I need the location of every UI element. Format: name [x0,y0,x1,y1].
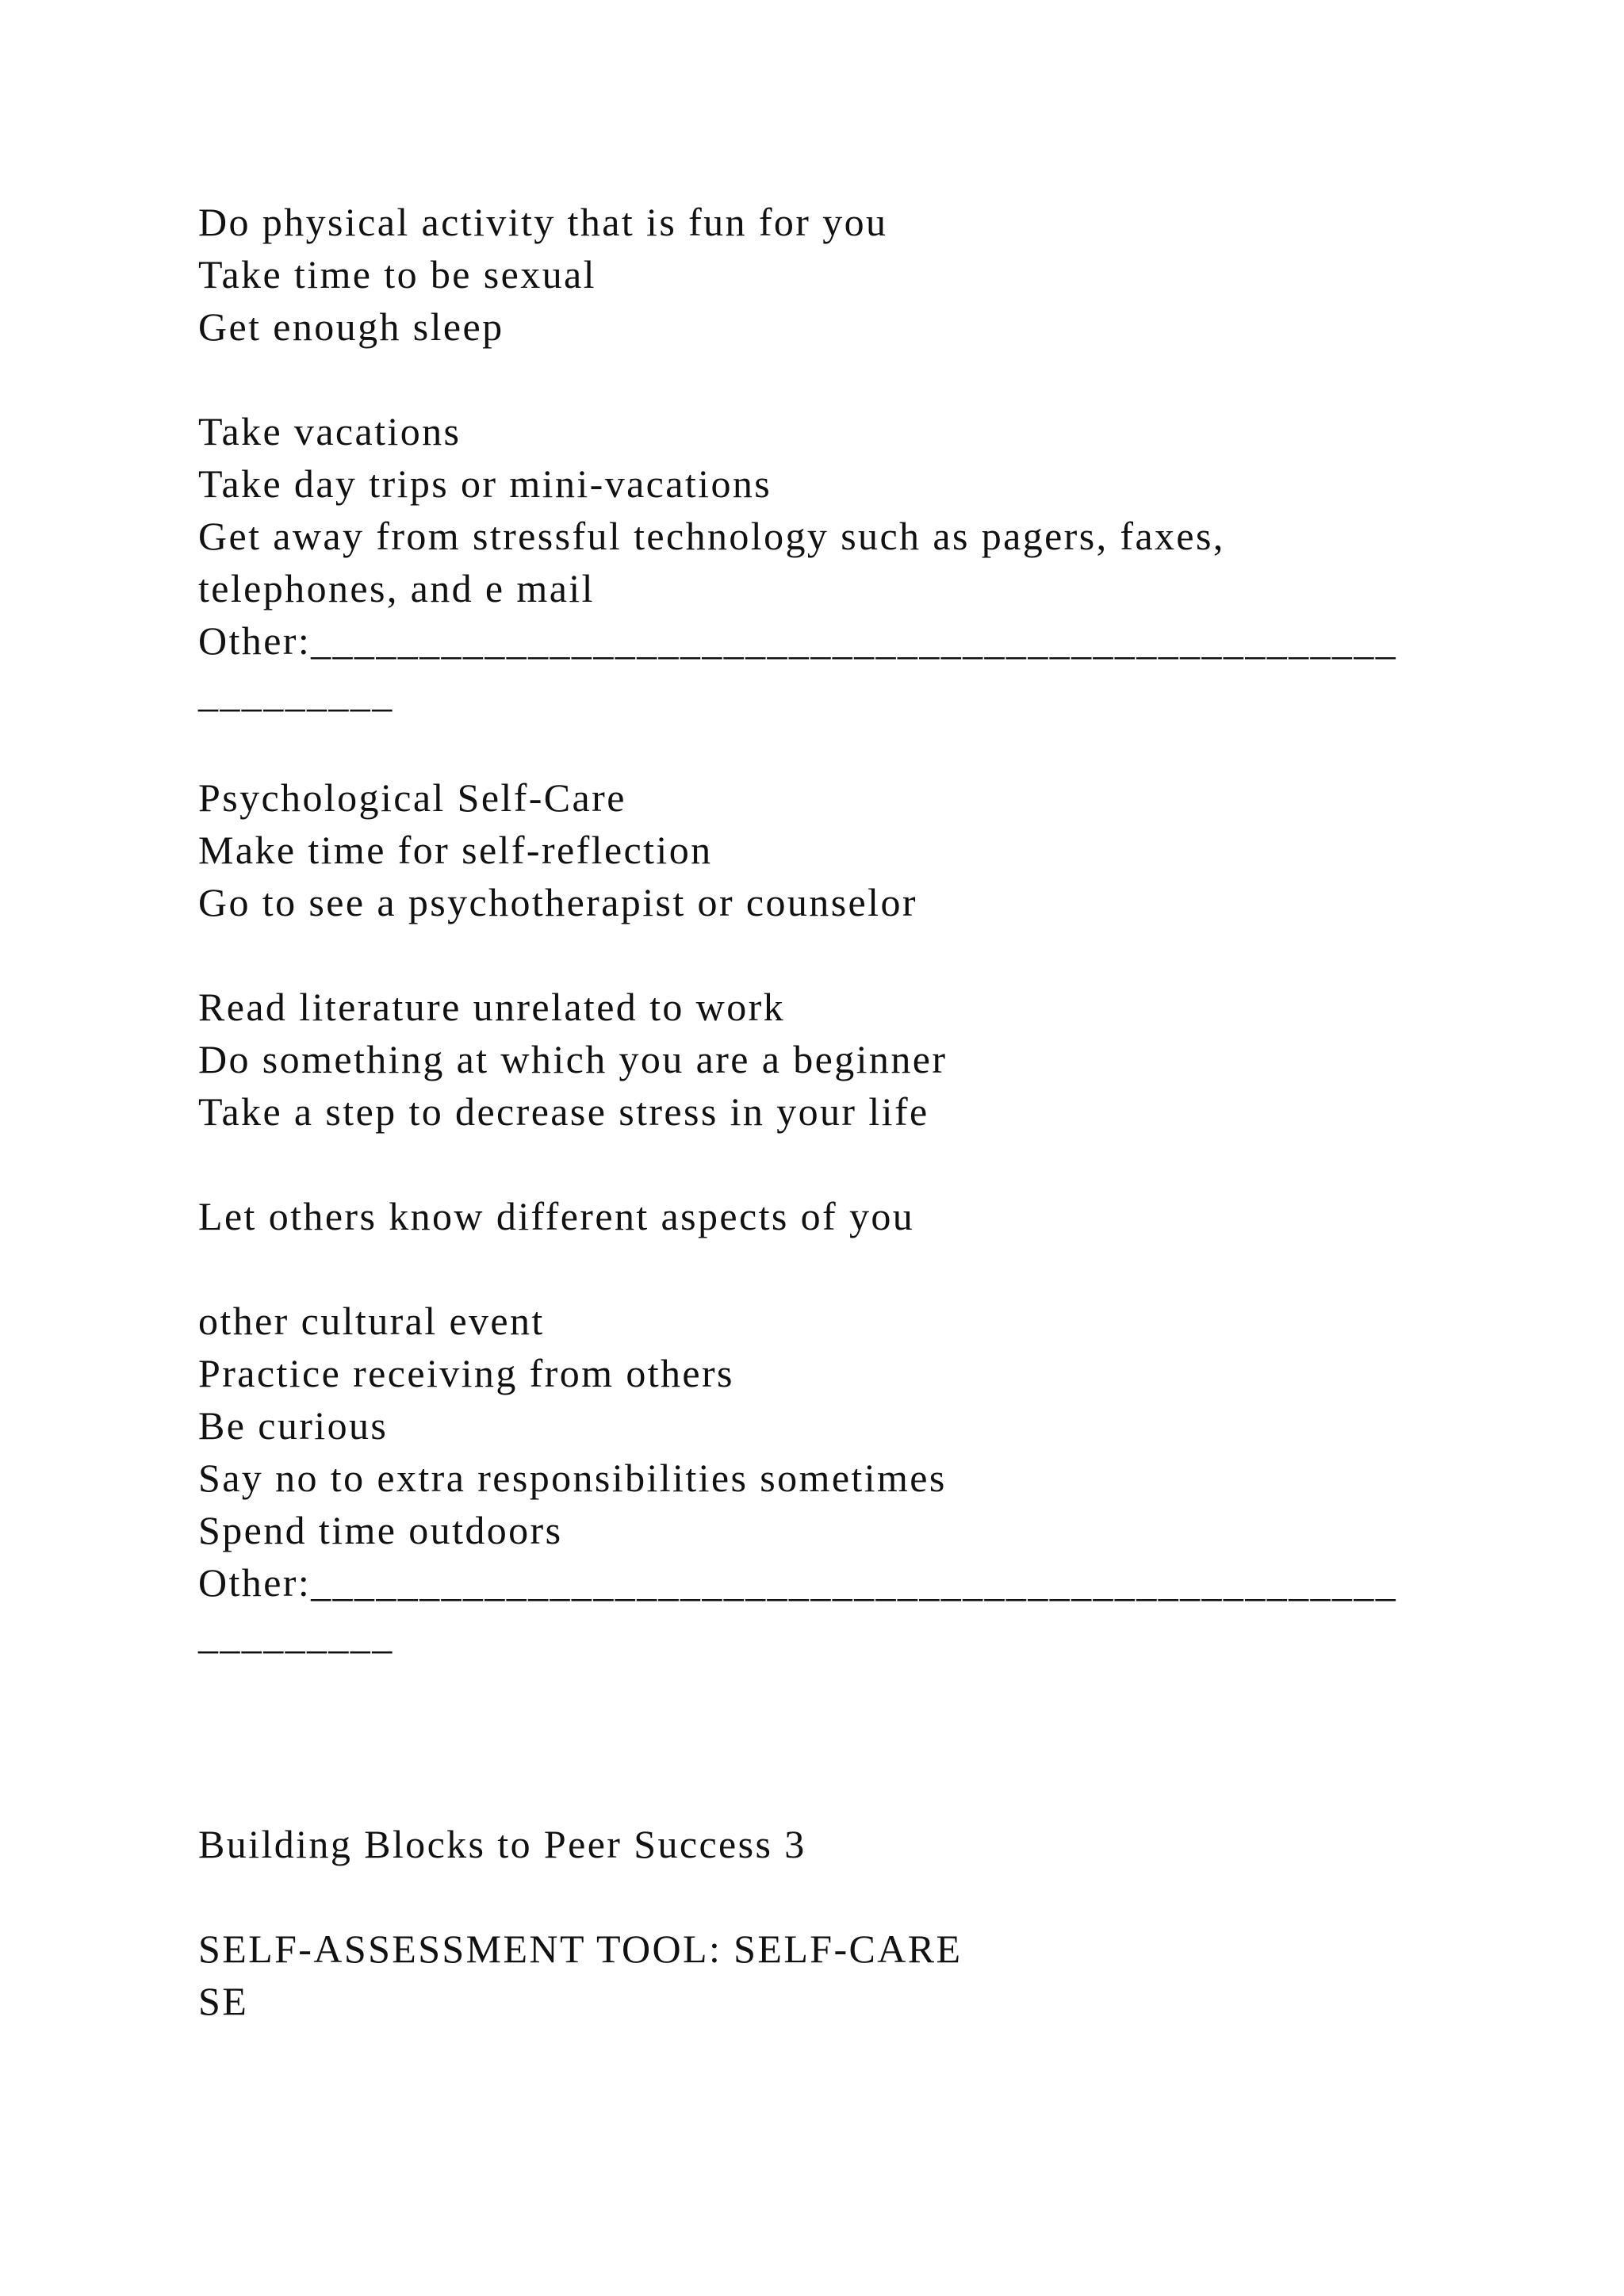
other-blank-line: Other:__________________________________________________ [198,618,1398,663]
text-line: Make time for self-reflection [198,828,713,872]
section-title: SELF-ASSESSMENT TOOL: SELF-CARE [198,1927,963,1971]
text-line: Go to see a psychotherapist or counselor [198,880,917,924]
text-line: telephones, and e mail [198,566,595,610]
text-line: other cultural event [198,1299,545,1343]
text-line: Be curious [198,1403,389,1448]
text-line: Take vacations [198,409,462,453]
text-line: SE [198,1979,249,2023]
text-line: Let others know different aspects of you [198,1194,915,1238]
page-footer-title: Building Blocks to Peer Success 3 [198,1822,806,1866]
text-line: Practice receiving from others [198,1351,734,1395]
text-line: Do physical activity that is fun for you [198,200,888,244]
other-blank-line: _________ [198,671,394,715]
text-line: Spend time outdoors [198,1508,563,1552]
text-line: Say no to extra responsibilities sometimes [198,1456,947,1500]
text-line: Do something at which you are a beginner [198,1037,948,1081]
text-line: Read literature unrelated to work [198,985,786,1029]
text-line: Get away from stressful technology such as pagers, faxes, [198,514,1225,558]
text-line: Take a step to decrease stress in your life [198,1089,929,1134]
other-blank-line: _________ [198,1613,394,1657]
text-line: Get enough sleep [198,304,504,349]
other-blank-line: Other:__________________________________________________ [198,1560,1398,1605]
text-line: Take time to be sexual [198,252,596,297]
section-heading: Psychological Self-Care [198,775,626,820]
text-line: Take day trips or mini-vacations [198,461,772,506]
